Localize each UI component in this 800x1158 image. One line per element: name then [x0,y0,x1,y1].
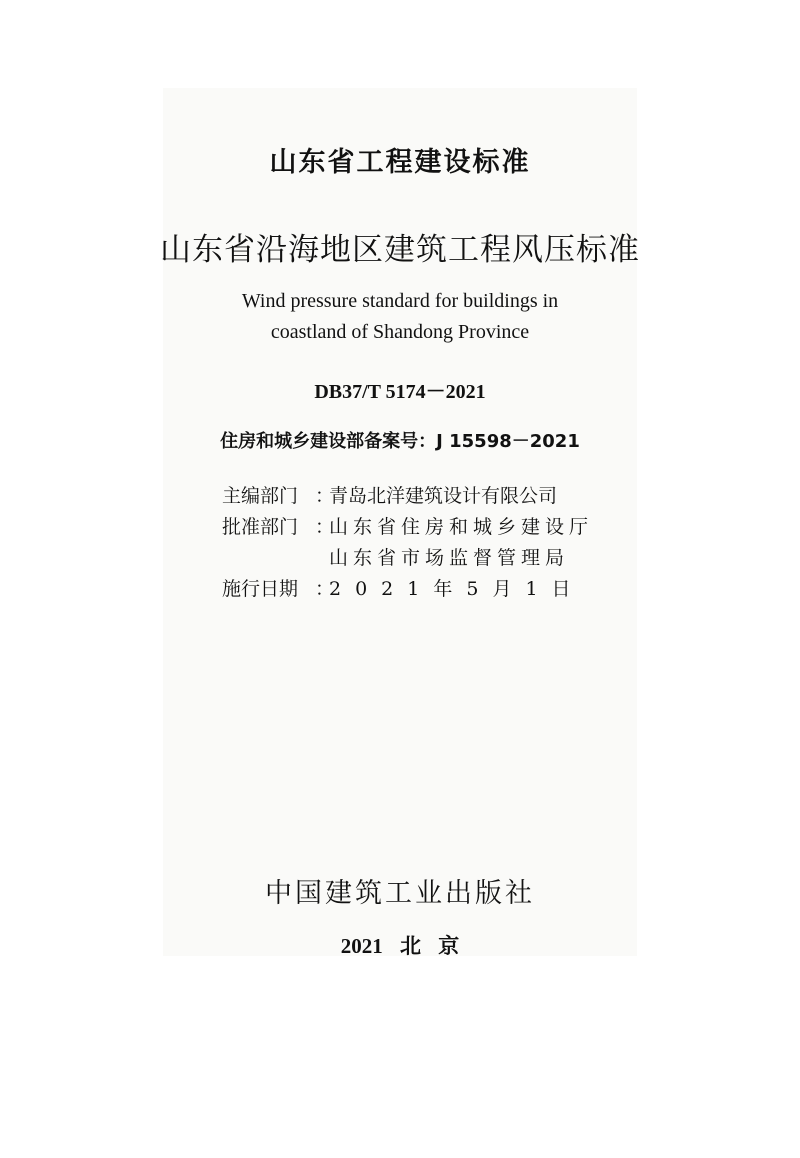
english-title-line-1: Wind pressure standard for buildings in [241,290,559,312]
approval-row-2 [222,543,593,574]
approval-label: 批准部门 [222,516,299,538]
chief-editor-value: 青岛北洋建筑设计有限公司 [329,485,558,507]
approval-value: 山东省住房和城乡建设厅 [329,516,594,538]
record-number: 住房和城乡建设部备案号：J 15598－2021 [220,431,580,452]
effective-date-label: 施行日期 [222,578,299,600]
standard-number: DB37/T 5174－2021 [314,381,486,403]
effective-date-colon: ： [315,578,335,600]
effective-date-value: 2021年5月1日 [329,578,585,600]
main-title: 山东省沿海地区建筑工程风压标准 [160,232,640,268]
effective-date-row [222,574,593,605]
chief-editor-label: 主编部门 [222,485,299,507]
series-title: 山东省工程建设标准 [269,147,531,178]
approval-colon: ： [315,516,335,538]
chief-editor-colon: ： [315,485,335,507]
publish-place: 2021 北 京 [340,934,460,958]
chief-editor-row [222,481,593,512]
approval-row [222,512,593,543]
approval-value-2: 山东省市场监督管理局 [329,547,570,569]
info-block [222,481,593,605]
publisher: 中国建筑工业出版社 [265,878,535,909]
english-title-line-2: coastland of Shandong Province [270,321,530,343]
